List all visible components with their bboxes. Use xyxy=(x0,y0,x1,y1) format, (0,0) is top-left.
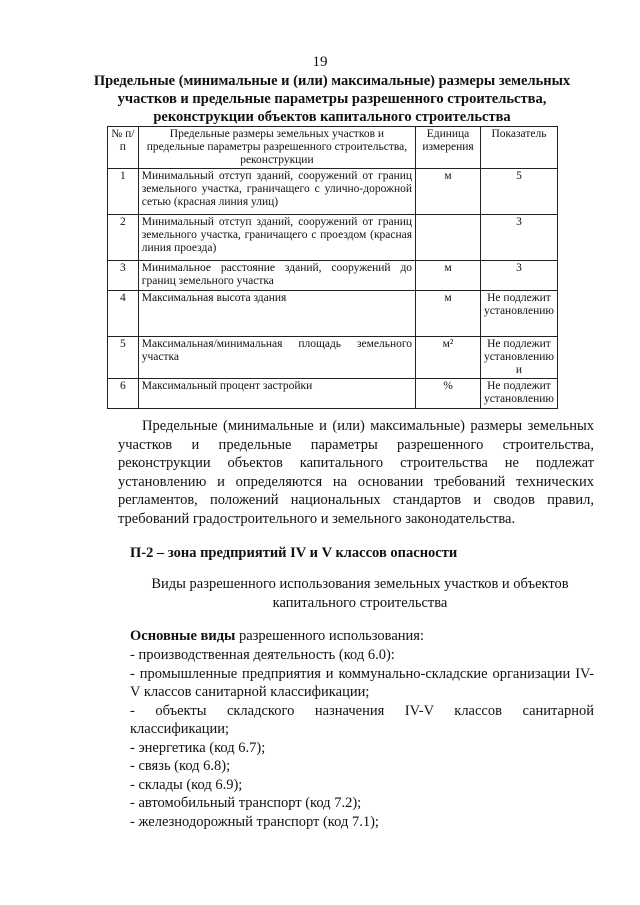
row-value: Не подлежит установлению xyxy=(480,291,557,337)
row-number: 3 xyxy=(108,261,139,291)
header-unit: Единица измерения xyxy=(416,127,481,169)
uses-subtitle: Виды разрешенного использования земельных участков и объектов капитального строительства xyxy=(151,576,569,611)
row-parameter: Максимальная высота здания xyxy=(138,291,415,337)
list-item: - связь (код 6.8); xyxy=(130,758,231,774)
row-value: 3 xyxy=(480,261,557,291)
page-number: 19 xyxy=(312,54,328,70)
row-number: 2 xyxy=(108,215,139,261)
list-item: - объекты складского назначения IV-V классов санитарной классификации; xyxy=(130,702,594,737)
list-item: - автомобильный транспорт (код 7.2); xyxy=(130,795,362,811)
row-number: 1 xyxy=(108,169,139,215)
header-parameter: Предельные размеры земельных участков и предельные параметры разрешенного строительства, реконструкции xyxy=(138,127,415,169)
table-row xyxy=(108,261,558,291)
zone-heading: П-2 – зона предприятий IV и V классов опасности xyxy=(130,545,458,561)
row-parameter: Максимальная/минимальная площадь земельного участка xyxy=(138,337,415,379)
row-number: 5 xyxy=(108,337,139,379)
table-header-row xyxy=(108,127,558,169)
row-unit: м xyxy=(416,169,481,215)
row-value: 3 xyxy=(480,215,557,261)
table-row xyxy=(108,215,558,261)
row-parameter: Минимальный отступ зданий, сооружений от границ земельного участка, граничащего с проездом (красная линия проезда) xyxy=(138,215,415,261)
row-number: 4 xyxy=(108,291,139,337)
limits-table xyxy=(107,126,558,409)
intro-paragraph: Предельные (минимальные и (или) максимальные) размеры земельных участков и предельные параметры разрешенного строительства, реконструкции объектов капитального строительства не подлежат установлению и определяются на основании требований технических регламентов, положений национальных стандартов и сводов правил, требований градостроительного и земельного законодательства. xyxy=(118,418,594,527)
row-unit: м xyxy=(416,261,481,291)
main-uses-list xyxy=(118,646,594,831)
table-row xyxy=(108,291,558,337)
row-parameter: Максимальный процент застройки xyxy=(138,379,415,409)
list-item: - промышленные предприятия и коммунально-складские организации IV-V классов санитарной классификации; xyxy=(130,665,594,700)
row-value: 5 xyxy=(480,169,557,215)
header-value: Показатель xyxy=(480,127,557,169)
row-parameter: Минимальный отступ зданий, сооружений от границ земельного участка, граничащего с улично-дорожной сетью (красная линия улиц) xyxy=(138,169,415,215)
list-item: - железнодорожный транспорт (код 7.1); xyxy=(130,813,379,830)
header-number: № п/п xyxy=(108,127,139,169)
row-parameter: Минимальное расстояние зданий, сооружений до границ земельного участка xyxy=(138,261,415,291)
row-unit: % xyxy=(416,379,481,409)
list-item: - производственная деятельность (код 6.0): xyxy=(130,647,395,663)
row-unit: м xyxy=(416,291,481,337)
table-row xyxy=(108,169,558,215)
row-value: Не подлежит установлению и xyxy=(480,337,557,379)
list-item: - энергетика (код 6.7); xyxy=(130,739,266,756)
main-uses-heading xyxy=(130,628,424,645)
row-value: Не подлежит установлению xyxy=(480,379,557,409)
row-number: 6 xyxy=(108,379,139,409)
list-item: - склады (код 6.9); xyxy=(130,776,243,793)
document-title: Предельные (минимальные и (или) максимальные) размеры земельных участков и предельные параметры разрешенного строительства, реконструкции объектов капитального строительства xyxy=(93,73,571,125)
main-uses-bold: Основные виды xyxy=(130,628,236,644)
table-row xyxy=(108,337,558,379)
row-unit xyxy=(416,215,481,261)
main-uses-rest: разрешенного использования: xyxy=(235,628,424,644)
row-unit: м² xyxy=(416,337,481,379)
table-row xyxy=(108,379,558,409)
